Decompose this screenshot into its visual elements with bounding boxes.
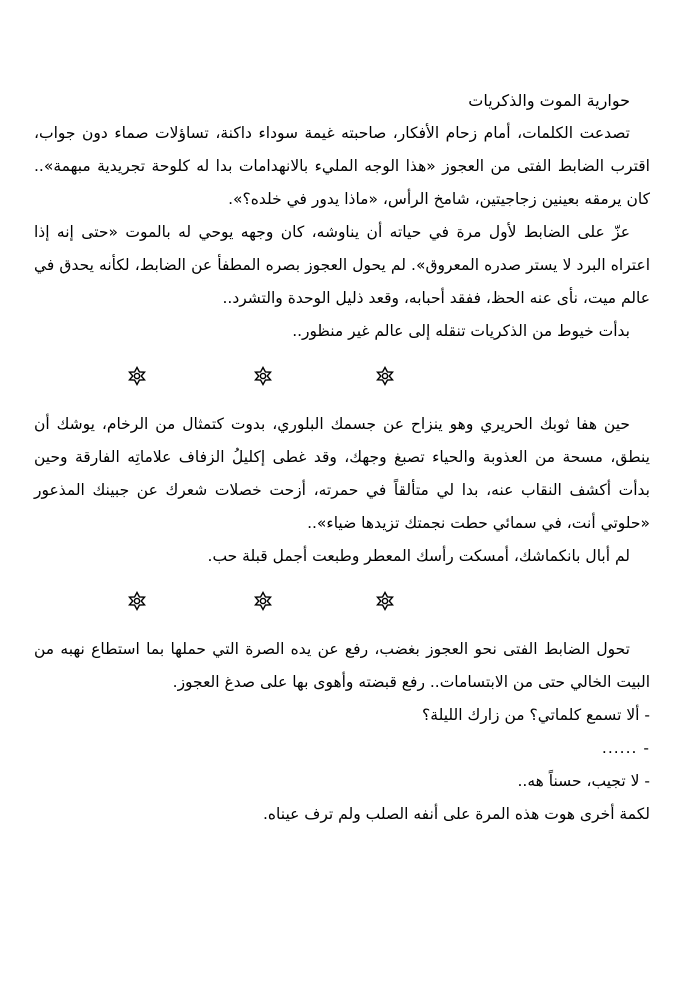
section-separator-2 — [34, 573, 650, 633]
ornament-star-icon — [127, 366, 147, 386]
ornament-star-icon — [127, 591, 147, 611]
section2-paragraph-1: حين هفا ثوبك الحريري وهو ينزاح عن جسمك البلوري، بدوت كتمثال من الرخام، يوشك أن ينطق، مسحة من العذوبة والحياء تصبغ وجهك، وقد غطى إكليلُ الزفاف علاماتِه الفارقة وحين بدأت أكشف النقاب عنه، بدا لي متألقاً في حمرته، أزحت خصلات شعرك عن جبينك المذعور «حلوتي أنت، في سمائي حطت نجمتك تزيدها ضياء».. — [34, 415, 650, 532]
section-separator-1 — [34, 348, 650, 408]
dialogue-line-3: - لا تجيب، حسناً هه.. — [517, 772, 650, 790]
document-title: حوارية الموت والذكريات — [468, 91, 630, 110]
ornament-star-icon — [375, 366, 395, 386]
section1-paragraph-3: بدأت خيوط من الذكريات تنقله إلى عالم غير منظور.. — [292, 322, 630, 340]
ornament-star-icon — [375, 591, 395, 611]
section1-paragraph-2: عزّ على الضابط لأول مرة في حياته أن يناوشه، كان وجهه يوحي له بالموت «حتى إنه إذا اعتراه البرد لا يستر صدره المعروق». لم يحول العجوز بصره المطفأ عن الضابط، لكأنه يحدق في عالم ميت، نأى عنه الحظ، ففقد أحبابه، وقعد ذليل الوحدة والتشرد.. — [34, 223, 650, 307]
section3-paragraph-1: تحول الضابط الفتى نحو العجوز بغضب، رفع عن يده الصرة التي حملها بما استطاع نهبه من البيت الخالي حتى من الابتسامات.. رفع قبضته وأهوى بها على صدغ العجوز. — [34, 640, 650, 691]
ornament-star-icon — [253, 366, 273, 386]
ornament-star-icon — [253, 591, 273, 611]
section2-paragraph-2: لم أبال بانكماشك، أمسكت رأسك المعطر وطبعت أجمل قبلة حب. — [207, 547, 630, 565]
document-body — [34, 84, 650, 831]
dialogue-line-1: - ألا تسمع كلماتي؟ من زارك الليلة؟ — [422, 706, 650, 724]
dialogue-line-2: - ...... — [601, 739, 650, 757]
section3-paragraph-2: لكمة أخرى هوت هذه المرة على أنفه الصلب ولم ترف عيناه. — [263, 805, 650, 823]
section1-paragraph-1: تصدعت الكلمات، أمام زحام الأفكار، صاحبته غيمة سوداء داكنة، تساؤلات صماء دون جواب، اقترب الضابط الفتى من العجوز «هذا الوجه المليء بالانهدامات بدا له كلوحة تجريدية مبهمة».. كان يرمقه بعينين زجاجيتين، شامخ الرأس، «ماذا يدور في خلده؟». — [34, 124, 650, 208]
